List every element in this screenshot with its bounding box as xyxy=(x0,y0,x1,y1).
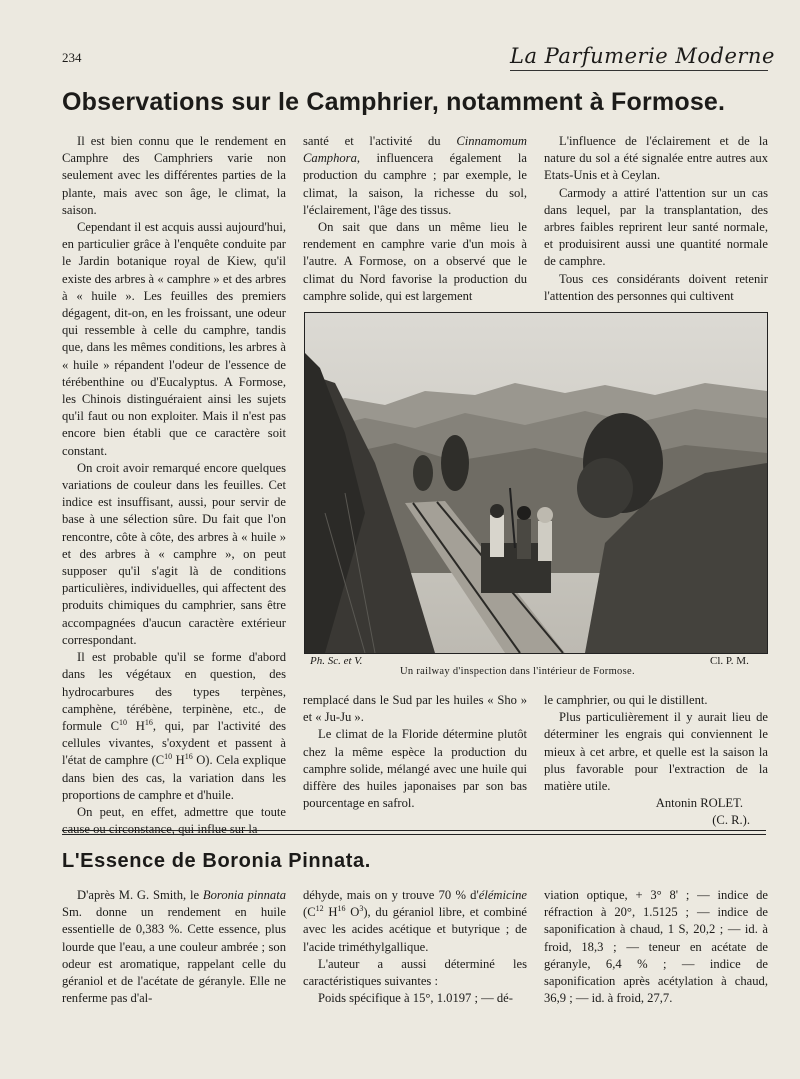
paragraph: L'influence de l'éclairement et de la nature du sol a été signalée entre autres aux Etats-Unis et à Ceylan. xyxy=(544,134,768,183)
paragraph: On croit avoir remarqué encore quelques variations de couleur dans les feuilles. Cet indice est insuffisant, aussi, pour servir de base à une sélection sûre. Du fait que l'on rencontre, côte à côte, des arbres à « huile » et des arbres à « camphre », on peut supposer qu'il s'agit là de conditions particulières, individuelles, qui affectent des produits chimiques du camphrier, sans être accompagnées d'aucun caractère extérieur correspondant. xyxy=(62,460,286,647)
article2-column-1 xyxy=(62,887,286,1007)
section-divider xyxy=(62,830,766,831)
article2-column-3 xyxy=(544,887,768,1007)
author-signature: Antonin ROLET. xyxy=(655,796,743,811)
journal-title: La Parfumerie Moderne xyxy=(510,44,775,68)
photo-caption: Un railway d'inspection dans l'intérieur de Formose. xyxy=(400,666,635,677)
page-number: 234 xyxy=(62,50,82,65)
section-divider xyxy=(62,834,766,835)
paragraph: Il est bien connu que le rendement en Camphre des Camphriers varie non seulement avec les différentes parties de la plante, mais avec son âge, le climat, la saison. xyxy=(62,134,286,217)
paragraph: santé et l'activité du Cinnamomum Camphora, influencera également la production du camphre ; par exemple, le climat, la saison, la richesse du sol, l'éclairement, l'âge des tissus. xyxy=(303,134,527,217)
paragraph: Plus particulièrement il y aurait lieu de déterminer les engrais qui conviennent le mieux à cet arbre, et quelle est la saison la plus favorable pour l'extraction de la matière utile. xyxy=(544,710,768,794)
running-head-rule xyxy=(510,70,768,71)
article1-column-2-top xyxy=(303,133,527,305)
paragraph: remplacé dans le Sud par les huiles « Sho » et « Ju-Ju ». xyxy=(303,693,527,725)
photo-credit-left: Ph. Sc. et V. xyxy=(310,655,363,667)
article1-column-2-bottom xyxy=(303,692,527,812)
paragraph: D'après M. G. Smith, le Boronia pinnata Sm. donne un rendement en huile essentielle de 0,383 %. Cette essence, plus lourde que l'eau, a une couleur ambrée ; son odeur est aromatique, rappelant celle du géraniol et de l'acétate de géranyle. Elle ne renferme pas d'al- xyxy=(62,888,286,1006)
paragraph: déhyde, mais on y trouve 70 % d'élémicine ($C^{12}$ $H^{16}$ $O^3$), du géraniol libre, et combiné avec les acides acétique et butyrique ; de l'acide triméthylgallique. xyxy=(303,888,527,954)
article2-title: L'Essence de Boronia Pinnata. xyxy=(62,850,371,872)
paragraph: Carmody a attiré l'attention sur un cas dans lequel, par la transplantation, des arbres faibles reprirent leur santé normale, et produisirent aussi une quantité normale de camphre. xyxy=(544,185,768,269)
paragraph: Il est probable qu'il se forme d'abord dans les végétaux en question, des hydrocarbures des types terpènes, camphène, térébène, terpinène, etc., de formule $C^{10}$ $H^{16}$, qui, par l'activité des cellules vivantes, s'oxydent et passent à l'état de camphre ($C^{10}$ $H^{16}$ O). Cela explique dans bien des cas, la variation dans les proportions de camphre et d'huile. xyxy=(62,650,286,802)
paragraph: On peut, en effet, admettre que toute cause ou circonstance, qui influe sur la xyxy=(62,804,286,837)
paragraph: On sait que dans un même lieu le rendement en camphre varie d'un mois à l'autre. A Formose, on a observé que le climat du Nord favorise la production du camphre solide, qui est largement xyxy=(303,220,527,303)
article2-column-2 xyxy=(303,887,527,1007)
paragraph: Le climat de la Floride détermine plutôt chez la même espèce la production du camphre solide, mélangé avec une huile qui diffère des huiles japonaises par son bas pourcentage en safrol. xyxy=(303,727,527,811)
photo-credit-right: Cl. P. M. xyxy=(710,655,749,667)
article-title: Observations sur le Camphrier, notamment à Formose. xyxy=(62,88,726,116)
paragraph: viation optique, + 3° 8' ; — indice de réfraction à 20°, 1.5125 ; — indice de saponification à chaud, 1 S, 20,2 ; — id. à froid, 18,3 ; — teneur en acétate de géranyle, 6,4 % ; — indice de saponification après acétylation à chaud, 36,9 ; — id. à froid, 27,7. xyxy=(544,888,768,1006)
paragraph: L'auteur a aussi déterminé les caractéristiques suivantes : xyxy=(303,956,527,989)
paragraph: le camphrier, ou qui le distillent. xyxy=(544,693,708,707)
railway-photo xyxy=(304,312,768,654)
paragraph: Poids spécifique à 15°, 1.0197 ; — dé- xyxy=(318,991,513,1006)
article1-column-3-top xyxy=(544,133,768,305)
paragraph: Tous ces considérants doivent retenir l'attention des personnes qui cultivent xyxy=(544,271,768,303)
article1-column-1 xyxy=(62,133,286,838)
article1-column-3-bottom xyxy=(544,692,768,830)
paragraph: Cependant il est acquis aussi aujourd'hui, en particulier grâce à l'enquête conduite par le Jardin botanique royal de Kiew, qu'il existe des arbres à « camphre » et des arbres à « huile ». Les feuilles des premiers dégagent, dit-on, en les froissant, une odeur qui ressemble à celle du camphre, tandis que, dans les mêmes conditions, les arbres à « huile » répandent l'odeur de l'essence de térébenthine ou d'Eucalyptus. A Formose, les Chinois distinguéraient ainsi les sujets qu'il faut ou non exploiter. Mais il n'est pas encore bien établi que ce caractère soit constant. xyxy=(62,220,286,458)
source-reference: (C. R.). xyxy=(712,813,750,828)
